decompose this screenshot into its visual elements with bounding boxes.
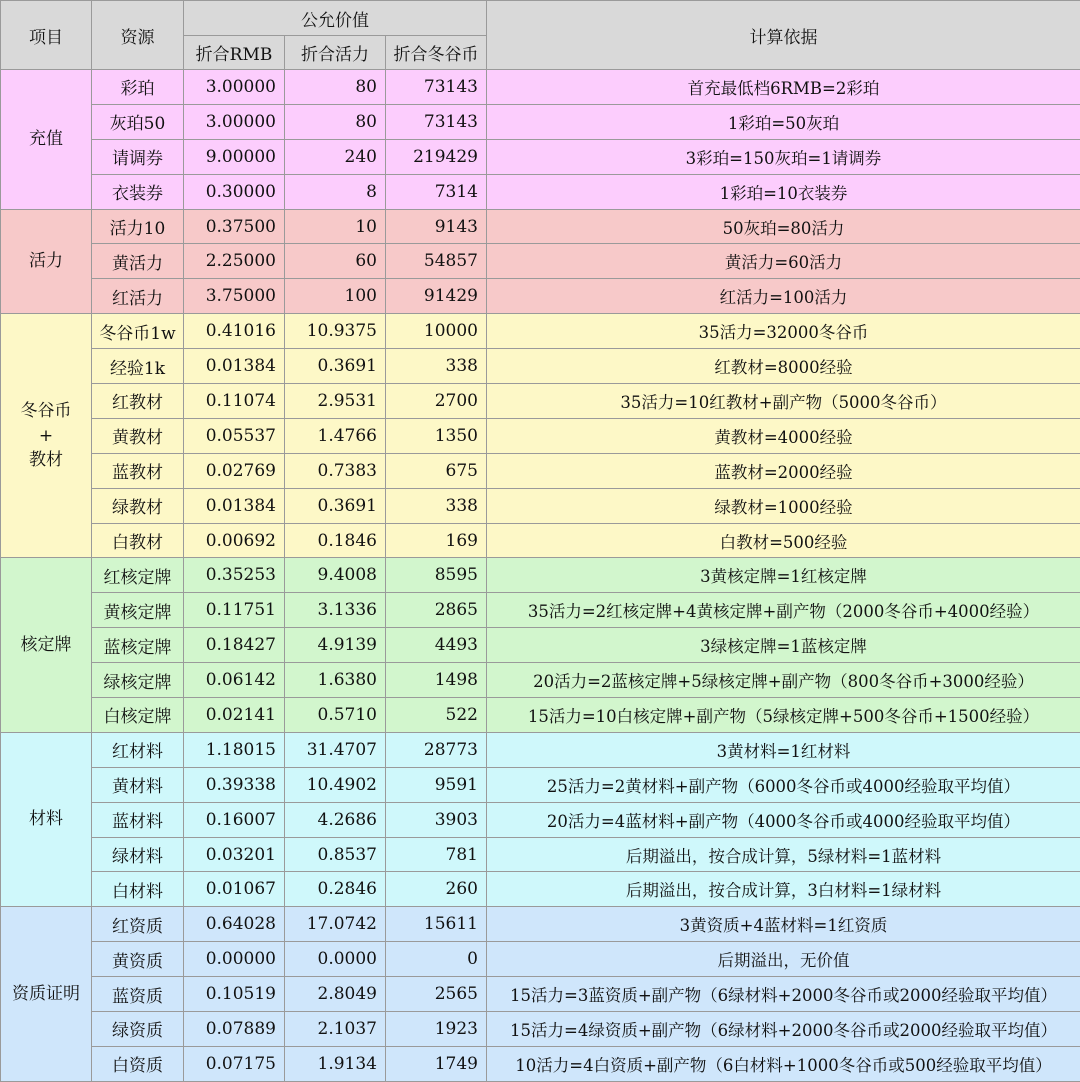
resource-cell: 黄活力	[92, 244, 184, 279]
coin-value-cell: 7314	[386, 174, 487, 209]
rmb-value-cell: 0.01067	[184, 872, 285, 907]
coin-value-cell: 9591	[386, 767, 487, 802]
rmb-value-cell: 0.05537	[184, 418, 285, 453]
rmb-value-cell: 3.00000	[184, 104, 285, 139]
stamina-value-cell: 1.6380	[285, 663, 386, 698]
basis-cell: 红教材=8000经验	[487, 349, 1080, 384]
rmb-value-cell: 0.41016	[184, 314, 285, 349]
rmb-value-cell: 0.10519	[184, 977, 285, 1012]
coin-value-cell: 1350	[386, 418, 487, 453]
coin-value-cell: 781	[386, 837, 487, 872]
coin-value-cell: 2565	[386, 977, 487, 1012]
coin-value-cell: 73143	[386, 70, 487, 105]
resource-cell: 冬谷币1w	[92, 314, 184, 349]
basis-cell: 25活力=2黄材料+副产物（6000冬谷币或4000经验取平均值）	[487, 767, 1080, 802]
basis-cell: 15活力=4绿资质+副产物（6绿材料+2000冬谷币或2000经验取平均值）	[487, 1012, 1080, 1047]
stamina-value-cell: 0.2846	[285, 872, 386, 907]
stamina-value-cell: 1.4766	[285, 418, 386, 453]
resource-cell: 彩珀	[92, 70, 184, 105]
rmb-value-cell: 2.25000	[184, 244, 285, 279]
coin-value-cell: 2865	[386, 593, 487, 628]
stamina-value-cell: 0.5710	[285, 698, 386, 733]
rmb-value-cell: 0.30000	[184, 174, 285, 209]
rmb-value-cell: 0.11751	[184, 593, 285, 628]
rmb-value-cell: 1.18015	[184, 732, 285, 767]
resource-cell: 请调券	[92, 139, 184, 174]
table-row	[1, 488, 1080, 523]
basis-cell: 3黄核定牌=1红核定牌	[487, 558, 1080, 593]
stamina-value-cell: 80	[285, 70, 386, 105]
resource-cell: 白教材	[92, 523, 184, 558]
rmb-value-cell: 0.11074	[184, 384, 285, 419]
coin-value-cell: 260	[386, 872, 487, 907]
rmb-value-cell: 3.00000	[184, 70, 285, 105]
table-row	[1, 802, 1080, 837]
table-row	[1, 244, 1080, 279]
category-cell: 核定牌	[1, 558, 92, 732]
coin-value-cell: 9143	[386, 209, 487, 244]
table-row	[1, 1012, 1080, 1047]
rmb-value-cell: 0.39338	[184, 767, 285, 802]
table-header	[1, 1, 1080, 70]
basis-cell: 黄教材=4000经验	[487, 418, 1080, 453]
category-cell: 资质证明	[1, 907, 92, 1081]
resource-cell: 绿核定牌	[92, 663, 184, 698]
basis-cell: 1彩珀=50灰珀	[487, 104, 1080, 139]
resource-cell: 绿资质	[92, 1012, 184, 1047]
table-row	[1, 628, 1080, 663]
col-header-resource: 资源	[92, 1, 184, 70]
resource-cell: 黄资质	[92, 942, 184, 977]
table-row	[1, 593, 1080, 628]
resource-cell: 红教材	[92, 384, 184, 419]
stamina-value-cell: 3.1336	[285, 593, 386, 628]
coin-value-cell: 15611	[386, 907, 487, 942]
stamina-value-cell: 17.0742	[285, 907, 386, 942]
stamina-value-cell: 0.7383	[285, 453, 386, 488]
rmb-value-cell: 0.02141	[184, 698, 285, 733]
resource-cell: 红资质	[92, 907, 184, 942]
stamina-value-cell: 0.0000	[285, 942, 386, 977]
stamina-value-cell: 0.8537	[285, 837, 386, 872]
table-row	[1, 523, 1080, 558]
col-header-coin: 折合冬谷币	[386, 36, 487, 70]
category-cell	[1, 314, 92, 558]
col-header-value-group: 公允价值	[184, 1, 487, 36]
rmb-value-cell: 0.06142	[184, 663, 285, 698]
resource-cell: 黄核定牌	[92, 593, 184, 628]
table-row	[1, 907, 1080, 942]
resource-cell: 红材料	[92, 732, 184, 767]
basis-cell: 红活力=100活力	[487, 279, 1080, 314]
basis-cell: 35活力=10红教材+副产物（5000冬谷币）	[487, 384, 1080, 419]
resource-cell: 灰珀50	[92, 104, 184, 139]
rmb-value-cell: 0.37500	[184, 209, 285, 244]
resource-cell: 红活力	[92, 279, 184, 314]
coin-value-cell: 28773	[386, 732, 487, 767]
coin-value-cell: 1923	[386, 1012, 487, 1047]
coin-value-cell: 2700	[386, 384, 487, 419]
basis-cell: 绿教材=1000经验	[487, 488, 1080, 523]
resource-cell: 绿教材	[92, 488, 184, 523]
stamina-value-cell: 0.3691	[285, 488, 386, 523]
table-row	[1, 767, 1080, 802]
stamina-value-cell: 0.3691	[285, 349, 386, 384]
table-row	[1, 732, 1080, 767]
coin-value-cell: 91429	[386, 279, 487, 314]
table-row	[1, 174, 1080, 209]
col-header-item: 项目	[1, 1, 92, 70]
resource-cell: 白核定牌	[92, 698, 184, 733]
basis-cell: 后期溢出，无价值	[487, 942, 1080, 977]
basis-cell: 50灰珀=80活力	[487, 209, 1080, 244]
table-row	[1, 384, 1080, 419]
stamina-value-cell: 2.9531	[285, 384, 386, 419]
coin-value-cell: 0	[386, 942, 487, 977]
table-row	[1, 977, 1080, 1012]
stamina-value-cell: 8	[285, 174, 386, 209]
resource-cell: 蓝核定牌	[92, 628, 184, 663]
basis-cell: 3彩珀=150灰珀=1请调券	[487, 139, 1080, 174]
table-row	[1, 314, 1080, 349]
rmb-value-cell: 0.18427	[184, 628, 285, 663]
table-row	[1, 942, 1080, 977]
table-row	[1, 453, 1080, 488]
stamina-value-cell: 80	[285, 104, 386, 139]
basis-cell: 白教材=500经验	[487, 523, 1080, 558]
coin-value-cell: 522	[386, 698, 487, 733]
table-row	[1, 139, 1080, 174]
basis-cell: 20活力=4蓝材料+副产物（4000冬谷币或4000经验取平均值）	[487, 802, 1080, 837]
rmb-value-cell: 0.02769	[184, 453, 285, 488]
basis-cell: 后期溢出，按合成计算，3白材料=1绿材料	[487, 872, 1080, 907]
table-row	[1, 418, 1080, 453]
stamina-value-cell: 2.8049	[285, 977, 386, 1012]
rmb-value-cell: 0.03201	[184, 837, 285, 872]
category-line: 教材	[29, 450, 63, 471]
stamina-value-cell: 9.4008	[285, 558, 386, 593]
coin-value-cell: 8595	[386, 558, 487, 593]
col-header-basis: 计算依据	[487, 1, 1080, 70]
stamina-value-cell: 4.9139	[285, 628, 386, 663]
table-row	[1, 104, 1080, 139]
basis-cell: 蓝教材=2000经验	[487, 453, 1080, 488]
basis-cell: 黄活力=60活力	[487, 244, 1080, 279]
rmb-value-cell: 0.07889	[184, 1012, 285, 1047]
table-row	[1, 872, 1080, 907]
basis-cell: 15活力=3蓝资质+副产物（6绿材料+2000冬谷币或2000经验取平均值）	[487, 977, 1080, 1012]
rmb-value-cell: 9.00000	[184, 139, 285, 174]
stamina-value-cell: 10.9375	[285, 314, 386, 349]
resource-cell: 绿材料	[92, 837, 184, 872]
coin-value-cell: 3903	[386, 802, 487, 837]
resource-cell: 白材料	[92, 872, 184, 907]
resource-cell: 白资质	[92, 1046, 184, 1081]
category-line: 冬谷币	[20, 400, 72, 421]
basis-cell: 3黄资质+4蓝材料=1红资质	[487, 907, 1080, 942]
rmb-value-cell: 0.64028	[184, 907, 285, 942]
category-cell: 材料	[1, 732, 92, 906]
stamina-value-cell: 31.4707	[285, 732, 386, 767]
rmb-value-cell: 0.01384	[184, 488, 285, 523]
basis-cell: 1彩珀=10衣装券	[487, 174, 1080, 209]
basis-cell: 后期溢出，按合成计算，5绿材料=1蓝材料	[487, 837, 1080, 872]
coin-value-cell: 54857	[386, 244, 487, 279]
coin-value-cell: 338	[386, 349, 487, 384]
coin-value-cell: 675	[386, 453, 487, 488]
table-row	[1, 209, 1080, 244]
rmb-value-cell: 0.16007	[184, 802, 285, 837]
resource-cell: 经验1k	[92, 349, 184, 384]
basis-cell: 35活力=2红核定牌+4黄核定牌+副产物（2000冬谷币+4000经验）	[487, 593, 1080, 628]
rmb-value-cell: 0.07175	[184, 1046, 285, 1081]
table-row	[1, 837, 1080, 872]
table-row	[1, 349, 1080, 384]
resource-cell: 活力10	[92, 209, 184, 244]
table-body	[1, 70, 1080, 1082]
table-row	[1, 1046, 1080, 1081]
stamina-value-cell: 4.2686	[285, 802, 386, 837]
col-header-rmb: 折合RMB	[184, 36, 285, 70]
stamina-value-cell: 1.9134	[285, 1046, 386, 1081]
coin-value-cell: 1498	[386, 663, 487, 698]
coin-value-cell: 1749	[386, 1046, 487, 1081]
coin-value-cell: 219429	[386, 139, 487, 174]
stamina-value-cell: 0.1846	[285, 523, 386, 558]
coin-value-cell: 169	[386, 523, 487, 558]
stamina-value-cell: 60	[285, 244, 386, 279]
category-cell: 活力	[1, 209, 92, 314]
stamina-value-cell: 10.4902	[285, 767, 386, 802]
coin-value-cell: 73143	[386, 104, 487, 139]
stamina-value-cell: 240	[285, 139, 386, 174]
resource-cell: 蓝资质	[92, 977, 184, 1012]
basis-cell: 20活力=2蓝核定牌+5绿核定牌+副产物（800冬谷币+3000经验）	[487, 663, 1080, 698]
rmb-value-cell: 3.75000	[184, 279, 285, 314]
stamina-value-cell: 2.1037	[285, 1012, 386, 1047]
table-row	[1, 70, 1080, 105]
rmb-value-cell: 0.01384	[184, 349, 285, 384]
rmb-value-cell: 0.00692	[184, 523, 285, 558]
basis-cell: 15活力=10白核定牌+副产物（5绿核定牌+500冬谷币+1500经验）	[487, 698, 1080, 733]
resource-cell: 衣装券	[92, 174, 184, 209]
table-row	[1, 279, 1080, 314]
resource-cell: 红核定牌	[92, 558, 184, 593]
resource-cell: 蓝教材	[92, 453, 184, 488]
coin-value-cell: 10000	[386, 314, 487, 349]
table-row	[1, 663, 1080, 698]
rmb-value-cell: 0.00000	[184, 942, 285, 977]
col-header-stamina: 折合活力	[285, 36, 386, 70]
resource-cell: 黄材料	[92, 767, 184, 802]
category-cell: 充值	[1, 70, 92, 210]
basis-cell: 10活力=4白资质+副产物（6白材料+1000冬谷币或500经验取平均值）	[487, 1046, 1080, 1081]
resource-cell: 蓝材料	[92, 802, 184, 837]
stamina-value-cell: 10	[285, 209, 386, 244]
stamina-value-cell: 100	[285, 279, 386, 314]
basis-cell: 首充最低档6RMB=2彩珀	[487, 70, 1080, 105]
coin-value-cell: 4493	[386, 628, 487, 663]
basis-cell: 3黄材料=1红材料	[487, 732, 1080, 767]
coin-value-cell: 338	[386, 488, 487, 523]
table-row	[1, 698, 1080, 733]
rmb-value-cell: 0.35253	[184, 558, 285, 593]
basis-cell: 3绿核定牌=1蓝核定牌	[487, 628, 1080, 663]
table-row	[1, 558, 1080, 593]
category-line: +	[38, 425, 54, 446]
resource-cell: 黄教材	[92, 418, 184, 453]
basis-cell: 35活力=32000冬谷币	[487, 314, 1080, 349]
